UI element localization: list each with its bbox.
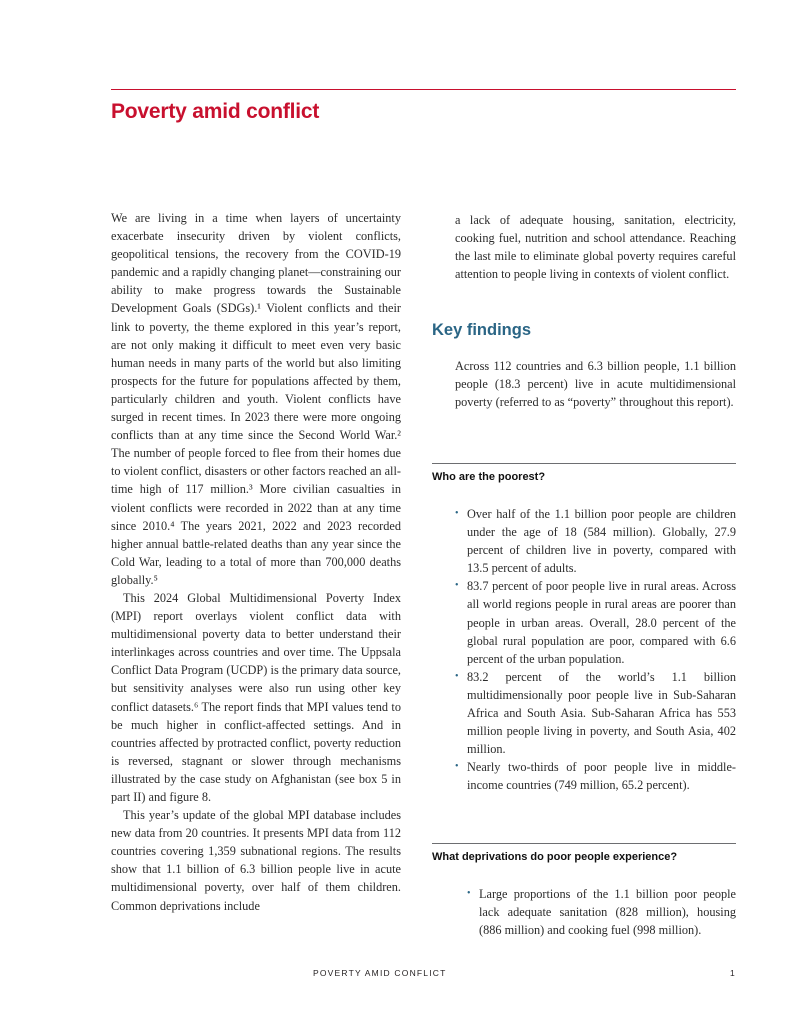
key-findings-heading: Key findings xyxy=(432,321,532,339)
section-divider xyxy=(432,843,736,844)
section-divider xyxy=(432,463,736,464)
list-item: • 83.2 percent of the world’s 1.1 billion multidimensionally poor people live in Sub-Saharan Africa and South Asia. Sub-Saharan Africa has 553 million people living in poverty, and South Asia, 402 million. xyxy=(455,669,736,757)
intro-continuation: a lack of adequate housing, sanitation, electricity, cooking fuel, nutrition and school attendance. Reaching the last mile to eliminate global poverty requires careful attention to people living in contexts of violent conflict. xyxy=(455,213,736,282)
footer-running-title: POVERTY AMID CONFLICT xyxy=(313,968,447,978)
bullet-icon: • xyxy=(467,888,471,899)
bullet-icon: • xyxy=(455,761,459,773)
key-findings-summary xyxy=(455,357,736,411)
list-item: • Nearly two-thirds of poor people live in middle-income countries (749 million, 65.2 percent). xyxy=(455,760,736,793)
list-item: • Large proportions of the 1.1 billion poor people lack adequate sanitation (828 million), housing (886 million) and cooking fuel (998 million). xyxy=(467,887,736,938)
list-item: • Over half of the 1.1 billion poor people are children under the age of 18 (584 million). Globally, 27.9 percent of children live in poverty, compared with 13.5 percent of adults. xyxy=(455,507,736,576)
left-column xyxy=(111,209,401,915)
page-title: Poverty amid conflict xyxy=(111,100,320,123)
intro-paragraph-3: This year’s update of the global MPI database includes new data from 20 countries. It presents MPI data from 112 countries covering 1,359 subnational regions. The results show that 1.1 billion of 6.3 billion people live in acute multidimensional poverty, over half of them children. Common deprivations include xyxy=(111,808,401,913)
bullet-icon: • xyxy=(455,670,459,682)
poorest-bullet-list xyxy=(455,505,736,795)
section-heading-poorest: Who are the poorest? xyxy=(432,471,546,483)
key-findings-summary-text: Across 112 countries and 6.3 billion people, 1.1 billion people (18.3 percent) live in acute multidimensional poverty (referred to as “poverty” throughout this report). xyxy=(455,359,736,410)
intro-paragraph-1: We are living in a time when layers of uncertainty exacerbate insecurity driven by violent conflicts, geopolitical tensions, the recovery from the COVID-19 pandemic and a rapidly changing planet—constraining our ability to make progress towards the Sustainable Development Goals (SDGs).¹ Violent conflicts and their link to poverty, the theme explored in this year’s report, are not only making it difficult to meet even very basic human needs in many parts of the world but also limiting prospects for the future for populations affected by them, particularly children and youth. Violent conflicts have surged in recent times. In 2023 there were more ongoing conflicts than at any time since the Second World War.² The number of people forced to flee from their homes due to violent conflict, disasters or other factors reached an all-time high of 117 million.³ More civilian casualties in violent conflicts were recorded in 2022 than at any time since 2010.⁴ The years 2021, 2022 and 2023 recorded higher annual battle-related deaths than any year since the Cold War, leading to a total of more than 700,000 deaths globally.⁵ xyxy=(111,211,401,587)
bullet-icon: • xyxy=(455,580,459,592)
right-column-intro xyxy=(455,211,736,283)
deprivations-bullet-list xyxy=(467,885,736,939)
page-number: 1 xyxy=(730,968,735,978)
list-item: • 83.7 percent of poor people live in rural areas. Across all world regions people in rural areas are poorer than people in urban areas. Overall, 28.0 percent of the global rural population are poor, compared with 6.6 percent of the urban population. xyxy=(455,579,736,666)
bullet-icon: • xyxy=(455,508,459,519)
intro-paragraph-2: This 2024 Global Multidimensional Poverty Index (MPI) report overlays violent conflict data with multidimensional poverty data to better understand their interlinkages across countries and over time. The Uppsala Conflict Data Program (UCDP) is the primary data source, but sensitivity analyses were also run using other key conflict datasets.⁶ The report finds that MPI values tend to be much higher in conflict-affected settings. And in countries affected by protracted conflict, poverty reduction is reversed, stagnant or slower through mechanisms illustrated by the case study on Afghanistan (see box 5 in part II) and figure 8. xyxy=(111,590,401,804)
title-rule xyxy=(111,89,736,90)
section-heading-deprivations: What deprivations do poor people experience? xyxy=(432,851,678,863)
